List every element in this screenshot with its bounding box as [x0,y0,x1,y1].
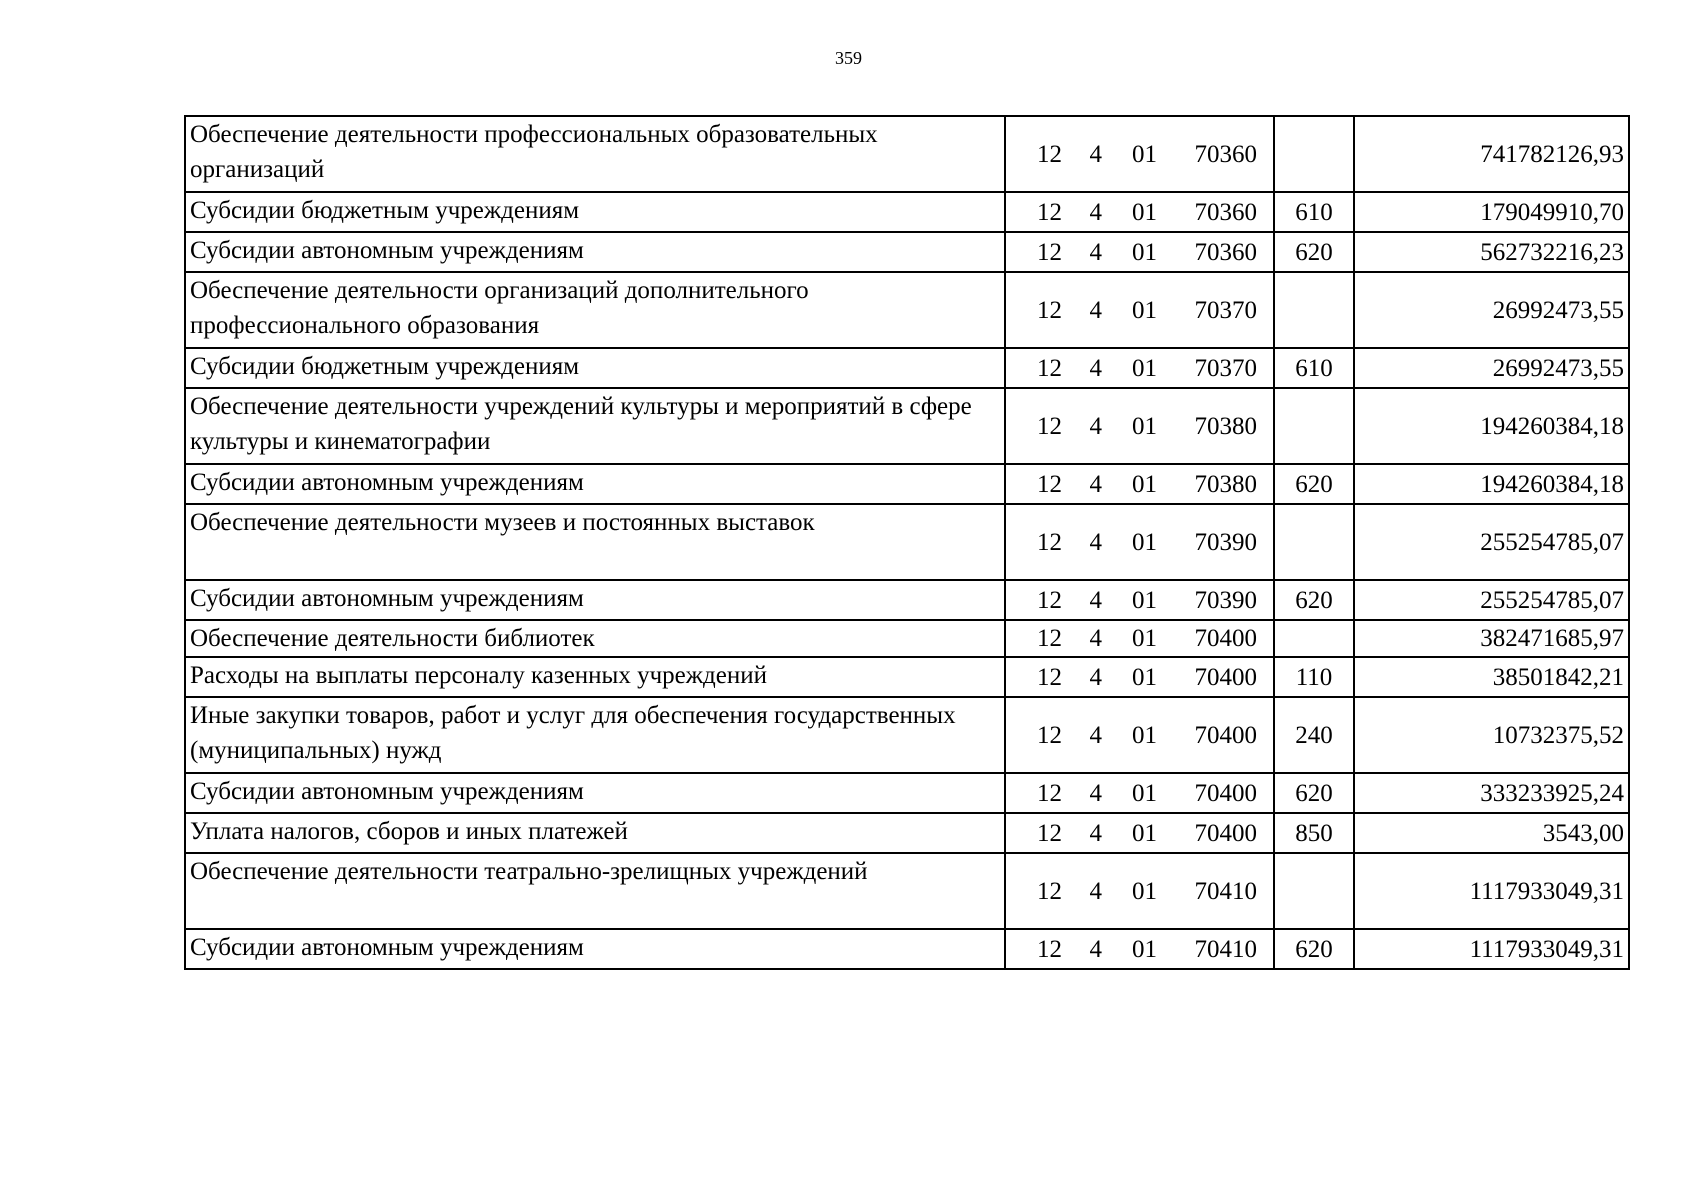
table-row [185,348,1629,388]
table-row [185,580,1629,620]
budget-code [1005,464,1274,504]
code-section: 12 [1037,470,1062,498]
table-row [185,620,1629,657]
code-section: 12 [1037,721,1062,749]
code-program: 4 [1089,779,1102,807]
code-subprogram: 01 [1132,877,1157,905]
code-subprogram: 01 [1132,140,1157,168]
expense-name: Расходы на выплаты персоналу казенных учреждений [185,657,1005,697]
code-program: 4 [1089,140,1102,168]
code-subprogram: 01 [1132,625,1157,652]
table-row [185,192,1629,232]
expense-type-code: 110 [1274,657,1354,697]
expense-name: Обеспечение деятельности театрально-зрелищных учреждений [185,853,1005,929]
code-subprogram: 01 [1132,721,1157,749]
code-section: 12 [1037,354,1062,382]
code-direction: 70400 [1194,663,1257,691]
code-section: 12 [1037,140,1062,168]
expense-type-code: 620 [1274,464,1354,504]
code-program: 4 [1089,625,1102,652]
amount: 1117933049,31 [1354,853,1629,929]
expense-name: Субсидии бюджетным учреждениям [185,192,1005,232]
code-subprogram: 01 [1132,470,1157,498]
code-section: 12 [1037,198,1062,226]
code-section: 12 [1037,238,1062,266]
expense-type-code: 240 [1274,697,1354,773]
amount: 179049910,70 [1354,192,1629,232]
expense-name: Субсидии автономным учреждениям [185,773,1005,813]
code-program: 4 [1089,198,1102,226]
code-program: 4 [1089,877,1102,905]
code-subprogram: 01 [1132,412,1157,440]
code-direction: 70400 [1194,721,1257,749]
code-program: 4 [1089,935,1102,963]
budget-code [1005,853,1274,929]
code-subprogram: 01 [1132,528,1157,556]
budget-table-body [185,116,1629,969]
budget-code [1005,657,1274,697]
code-section: 12 [1037,779,1062,807]
code-subprogram: 01 [1132,296,1157,324]
budget-table [184,115,1630,970]
amount: 255254785,07 [1354,580,1629,620]
code-program: 4 [1089,528,1102,556]
table-row [185,464,1629,504]
code-direction: 70390 [1194,586,1257,614]
table-row [185,388,1629,464]
expense-name: Субсидии бюджетным учреждениям [185,348,1005,388]
expense-type-code: 620 [1274,773,1354,813]
code-subprogram: 01 [1132,198,1157,226]
code-section: 12 [1037,528,1062,556]
budget-code [1005,348,1274,388]
budget-code [1005,620,1274,657]
table-row [185,116,1629,192]
amount: 194260384,18 [1354,388,1629,464]
table-row [185,657,1629,697]
code-section: 12 [1037,877,1062,905]
code-direction: 70390 [1194,528,1257,556]
expense-type-code: 620 [1274,580,1354,620]
code-subprogram: 01 [1132,935,1157,963]
expense-type-code: 610 [1274,192,1354,232]
code-program: 4 [1089,296,1102,324]
expense-type-code [1274,388,1354,464]
code-section: 12 [1037,819,1062,847]
code-direction: 70380 [1194,412,1257,440]
budget-code [1005,929,1274,969]
expense-type-code [1274,853,1354,929]
table-row [185,929,1629,969]
expense-name: Субсидии автономным учреждениям [185,580,1005,620]
code-program: 4 [1089,663,1102,691]
expense-type-code: 620 [1274,929,1354,969]
page-number: 359 [835,48,862,68]
amount: 1117933049,31 [1354,929,1629,969]
amount: 26992473,55 [1354,272,1629,348]
expense-name: Обеспечение деятельности учреждений культуры и мероприятий в сфере культуры и кинематографии [185,388,1005,464]
expense-type-code [1274,620,1354,657]
expense-name: Субсидии автономным учреждениям [185,929,1005,969]
amount: 38501842,21 [1354,657,1629,697]
code-direction: 70370 [1194,296,1257,324]
code-subprogram: 01 [1132,238,1157,266]
expense-type-code [1274,116,1354,192]
code-section: 12 [1037,412,1062,440]
code-direction: 70360 [1194,198,1257,226]
code-direction: 70410 [1194,935,1257,963]
expense-name: Обеспечение деятельности музеев и постоянных выставок [185,504,1005,580]
code-program: 4 [1089,819,1102,847]
expense-type-code: 850 [1274,813,1354,853]
code-program: 4 [1089,721,1102,749]
expense-name: Обеспечение деятельности профессиональных образовательных организаций [185,116,1005,192]
expense-name: Обеспечение деятельности библиотек [185,620,1005,657]
amount: 10732375,52 [1354,697,1629,773]
code-direction: 70400 [1194,779,1257,807]
amount: 333233925,24 [1354,773,1629,813]
code-subprogram: 01 [1132,663,1157,691]
code-section: 12 [1037,935,1062,963]
table-row [185,813,1629,853]
code-subprogram: 01 [1132,354,1157,382]
code-section: 12 [1037,625,1062,652]
amount: 562732216,23 [1354,232,1629,272]
budget-code [1005,272,1274,348]
expense-name: Иные закупки товаров, работ и услуг для обеспечения государственных (муниципальных) нужд [185,697,1005,773]
budget-code [1005,697,1274,773]
code-direction: 70380 [1194,470,1257,498]
code-program: 4 [1089,354,1102,382]
amount: 194260384,18 [1354,464,1629,504]
budget-code [1005,580,1274,620]
code-subprogram: 01 [1132,779,1157,807]
budget-code [1005,388,1274,464]
budget-code [1005,813,1274,853]
budget-code [1005,192,1274,232]
code-subprogram: 01 [1132,586,1157,614]
code-section: 12 [1037,586,1062,614]
code-direction: 70370 [1194,354,1257,382]
code-subprogram: 01 [1132,819,1157,847]
code-direction: 70410 [1194,877,1257,905]
table-row [185,272,1629,348]
expense-name: Субсидии автономным учреждениям [185,232,1005,272]
table-row [185,853,1629,929]
budget-code [1005,232,1274,272]
expense-name: Обеспечение деятельности организаций дополнительного профессионального образования [185,272,1005,348]
code-direction: 70400 [1194,625,1257,652]
budget-code [1005,116,1274,192]
code-program: 4 [1089,238,1102,266]
code-direction: 70360 [1194,238,1257,266]
code-section: 12 [1037,296,1062,324]
budget-code [1005,504,1274,580]
code-program: 4 [1089,470,1102,498]
code-program: 4 [1089,412,1102,440]
expense-type-code: 620 [1274,232,1354,272]
table-row [185,232,1629,272]
amount: 382471685,97 [1354,620,1629,657]
expense-name: Субсидии автономным учреждениям [185,464,1005,504]
amount: 255254785,07 [1354,504,1629,580]
expense-type-code [1274,504,1354,580]
code-direction: 70360 [1194,140,1257,168]
code-direction: 70400 [1194,819,1257,847]
table-row [185,504,1629,580]
budget-code [1005,773,1274,813]
expense-type-code: 610 [1274,348,1354,388]
table-row [185,697,1629,773]
code-program: 4 [1089,586,1102,614]
amount: 3543,00 [1354,813,1629,853]
expense-type-code [1274,272,1354,348]
expense-name: Уплата налогов, сборов и иных платежей [185,813,1005,853]
code-section: 12 [1037,663,1062,691]
amount: 741782126,93 [1354,116,1629,192]
table-row [185,773,1629,813]
amount: 26992473,55 [1354,348,1629,388]
